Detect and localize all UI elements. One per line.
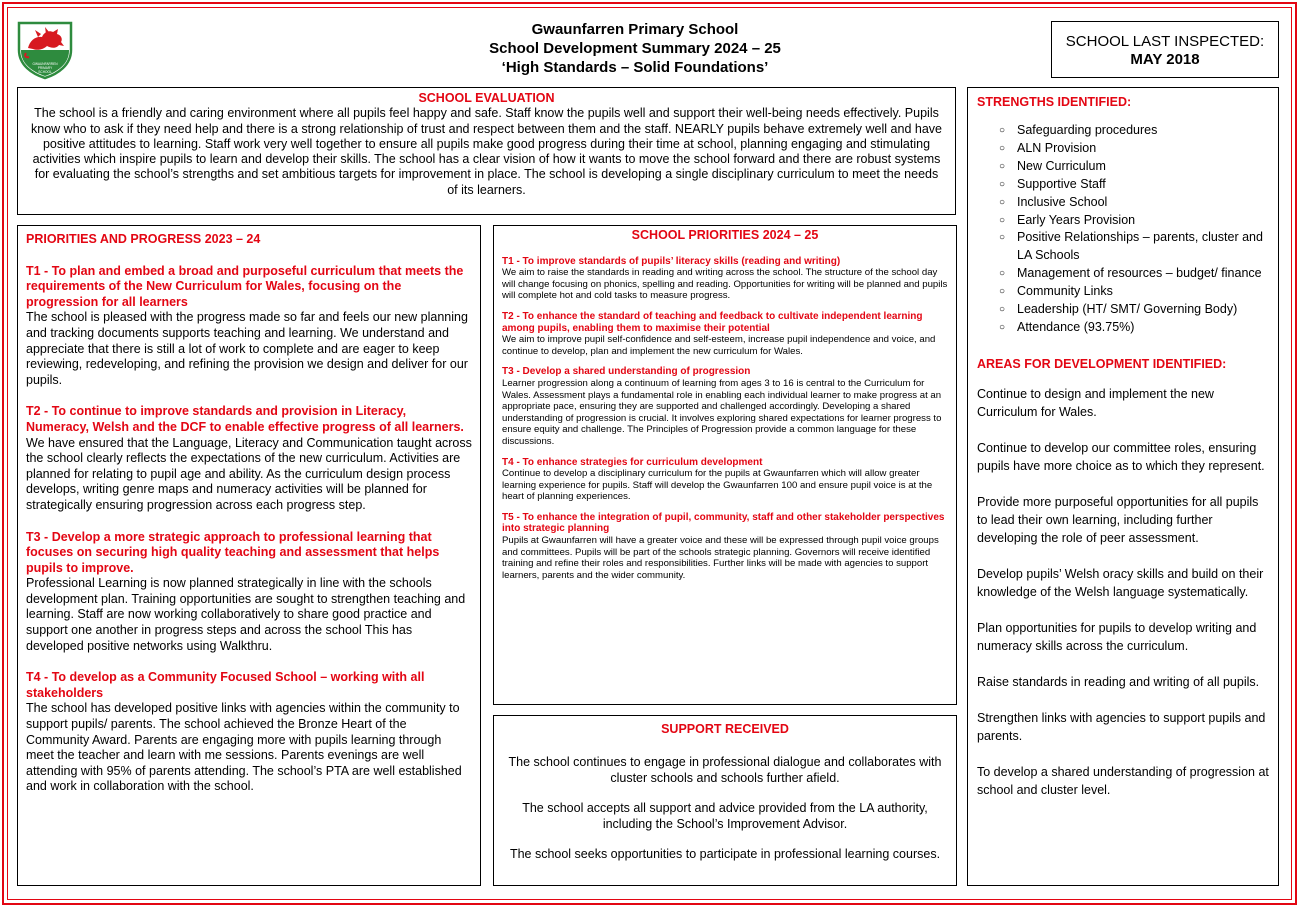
strength-item — [999, 140, 1269, 158]
strength-label: Safeguarding procedures — [1017, 123, 1158, 137]
welsh-dragon-shield-icon — [16, 20, 74, 80]
development-item: Continue to design and implement the new Curriculum for Wales. — [977, 386, 1214, 419]
progress-heading-t4: T4 - To develop as a Community Focused School – working with all stakeholders — [26, 670, 425, 700]
priority-heading-t5: T5 - To enhance the integration of pupil, community, staff and other stakeholder perspectives into strategic planning — [502, 511, 945, 535]
development-item: Provide more purposeful opportunities for all pupils to lead their own learning, including further developing the role of peer assessment. — [977, 494, 1259, 545]
strength-label: New Curriculum — [1017, 158, 1106, 173]
summary-title: School Development Summary 2024 – 25 — [489, 40, 781, 57]
bullet-circle-icon: ○ — [999, 232, 1006, 244]
bullet-circle-icon: ○ — [999, 321, 1006, 333]
support-title: SUPPORT RECEIVED — [661, 722, 789, 736]
development-item: Continue to develop our committee roles, ensuring pupils have more choice as to which they represent. — [977, 440, 1265, 473]
bullet-circle-icon: ○ — [999, 160, 1006, 172]
title-block — [400, 20, 870, 77]
strength-label: Positive Relationships – parents, cluster and LA Schools — [1017, 230, 1263, 263]
inspected-date: MAY 2018 — [1130, 51, 1200, 68]
progress-text-t2: We have ensured that the Language, Literacy and Communication taught across the school clearly reflects the expectations of the new curriculum. Activities are planned for relating to pupil age and ability. As the curriculum design process develops, writing genre maps and numeracy activities will be planned for strategically ensuring progression across each progress step. — [26, 435, 472, 512]
progress-text-t3: Professional Learning is now planned strategically in line with the schools development plan. Training opportunities are sought to strengthen teaching and learning. Staff are now working collaboratively to share good practice and support one another in progress steps and across the school This has developed positive networks using Walkthru. — [26, 576, 466, 653]
strength-item — [999, 194, 1269, 212]
bullet-circle-icon: ○ — [999, 286, 1006, 298]
evaluation-title: SCHOOL EVALUATION — [418, 91, 555, 105]
bullet-circle-icon: ○ — [999, 304, 1006, 316]
school-motto: ‘High Standards – Solid Foundations’ — [501, 59, 769, 76]
strength-item — [999, 212, 1269, 230]
priority-text-t3: Learner progression along a continuum of learning from ages 3 to 16 is central to the Curriculum for Wales. Assessment plays a fundamental role in enabling each individual learner to make progress at an appropriate pace, ensuring they are supported and challenged accordingly. Developing a shared understanding of progression is crucial. It involves exploring shared expectations for learner progress to ensure equity and challenge. The Principles of Progression provide a common language for these discussions. — [502, 377, 942, 447]
svg-text:GWAUNFARREN: GWAUNFARREN — [32, 62, 58, 66]
bullet-circle-icon: ○ — [999, 142, 1006, 154]
strength-item — [999, 283, 1269, 301]
progress-heading-t2: T2 - To continue to improve standards and provision in Literacy, Numeracy, Welsh and the DCF to enable effective progress of all learners. — [26, 404, 464, 434]
progress-heading-t3: T3 - Develop a more strategic approach to professional learning that focuses on securing high quality teaching and assessment that helps pupils to improve. — [26, 529, 440, 575]
support-paragraph: The school seeks opportunities to participate in professional learning courses. — [509, 847, 941, 862]
priority-text-t2: We aim to improve pupil self-confidence and self-esteem, increase pupil independence and voice, and continue to develop, plan and implement the new curriculum for Wales. — [502, 334, 936, 357]
strengths-list — [977, 122, 1269, 337]
support-paragraph: The school accepts all support and advice provided from the LA authority, including the School’s Improvement Advisor. — [522, 801, 928, 831]
priority-text-t5: Pupils at Gwaunfarren will have a greater voice and these will be expressed through pupil voice groups and committees. Pupils will be part of the schools strategic planning. Governors will receive identified training and refine their roles and responsibilities. Further links will be made with agencies to support learners, parents and the wider community. — [502, 535, 939, 581]
strength-label: Management of resources – budget/ finance — [1017, 266, 1262, 281]
priority-heading-t1: T1 - To improve standards of pupils’ literacy skills (reading and writing) — [502, 255, 841, 267]
strength-label: Attendance (93.75%) — [1017, 319, 1135, 334]
priority-heading-t3: T3 - Develop a shared understanding of progression — [502, 366, 751, 378]
priorities-progress-panel — [17, 225, 481, 886]
strength-label: Supportive Staff — [1017, 176, 1106, 191]
development-item: Develop pupils’ Welsh oracy skills and build on their knowledge of the Welsh language systematically. — [977, 566, 1264, 599]
strength-label: Early Years Provision — [1017, 212, 1136, 227]
development-item: To develop a shared understanding of progression at school and cluster level. — [977, 764, 1269, 797]
last-inspected-box — [1051, 21, 1279, 78]
evaluation-text: The school is a friendly and caring environment where all pupils feel happy and safe. Staff know the pupils well and support their well-being needs effectively. Pupils know who to ask if they need help and there is a strong relationship of trust and respect between them and the staff. NEARLY pupils behave extremely well and have positive attitudes to learning. Staff work very well together to ensure all pupils make good progress during their time at school, planning engaging and stimulating activities which inspire pupils to learn and develop their skills. The school has a clear vision of how it wants to move the school forward and there are robust systems for evaluating the school’s strengths and set ambitious targets for improvement in place. The school is developing a single disciplinary curriculum to meet the needs of its learners. — [31, 106, 942, 197]
development-list — [977, 385, 1269, 799]
strength-item — [999, 265, 1269, 283]
school-priorities-title: SCHOOL PRIORITIES 2024 – 25 — [631, 228, 819, 242]
progress-text-t4: The school has developed positive links with agencies within the community to support pupils/ parents. The school achieved the Bronze Heart of the Community Award. Parents are engaging more with pupils learning through meet the teacher and learn with me sessions. Parents evenings are well attending with 95% of parents attending. The school’s PTA are well established and work in collaboration with the school. — [26, 701, 462, 794]
strength-label: Inclusive School — [1017, 194, 1108, 209]
svg-text:PRIMARY: PRIMARY — [37, 66, 53, 70]
strength-label: ALN Provision — [1017, 140, 1097, 155]
strength-item — [999, 301, 1269, 319]
support-received-panel — [493, 715, 957, 886]
strength-item — [999, 176, 1269, 194]
priority-heading-t4: T4 - To enhance strategies for curriculum development — [502, 456, 763, 468]
strength-item — [999, 158, 1269, 176]
support-paragraph: The school continues to engage in professional dialogue and collaborates with cluster schools and schools further afield. — [508, 755, 942, 785]
strength-item — [999, 319, 1269, 337]
development-item: Plan opportunities for pupils to develop writing and numeracy skills across the curriculum. — [977, 620, 1257, 653]
strengths-title: STRENGTHS IDENTIFIED: — [977, 95, 1132, 109]
bullet-circle-icon: ○ — [999, 214, 1006, 226]
development-title: AREAS FOR DEVELOPMENT IDENTIFIED: — [977, 356, 1227, 371]
strength-label: Leadership (HT/ SMT/ Governing Body) — [1017, 302, 1238, 317]
priority-text-t4: Continue to develop a disciplinary curriculum for the pupils at Gwaunfarren which will allow greater learning experience for pupils. Staff will develop the Gwaunfarren 100 and ensure pupil voice is at the heart of planning experiences. — [502, 468, 933, 503]
priority-heading-t2: T2 - To enhance the standard of teaching and feedback to cultivate independent learning among pupils, enabling them to maximise their potential — [502, 310, 923, 334]
inspected-label: SCHOOL LAST INSPECTED: — [1065, 33, 1265, 50]
school-evaluation-panel — [17, 87, 956, 215]
bullet-circle-icon: ○ — [999, 178, 1006, 190]
development-item: Raise standards in reading and writing of all pupils. — [977, 674, 1260, 689]
school-logo — [16, 20, 74, 80]
progress-heading-t1: T1 - To plan and embed a broad and purposeful curriculum that meets the requirements of the New Curriculum for Wales, focusing on the progression for all learners — [26, 263, 464, 309]
school-name: Gwaunfarren Primary School — [531, 21, 739, 38]
strength-item — [999, 229, 1269, 265]
priority-text-t1: We aim to raise the standards in reading and writing across the school. The structure of the school day will change focusing on phonics, spelling and reading. Opportunities for writing will be planned and pupils will complete hot and cold tasks to measure progress. — [502, 267, 948, 302]
strength-label: Community Links — [1017, 284, 1113, 299]
svg-text:SCHOOL: SCHOOL — [38, 70, 52, 74]
strength-item — [999, 122, 1269, 140]
strengths-development-panel — [967, 87, 1279, 886]
bullet-circle-icon: ○ — [999, 125, 1006, 136]
priorities-progress-title: PRIORITIES AND PROGRESS 2023 – 24 — [26, 232, 261, 246]
bullet-circle-icon: ○ — [999, 196, 1006, 208]
development-item: Strengthen links with agencies to support pupils and parents. — [977, 710, 1266, 743]
school-priorities-panel — [493, 225, 957, 705]
progress-text-t1: The school is pleased with the progress made so far and feels our new planning and tracking documents supports teaching and learning. We understand and appreciate that there is still a lot of work to complete and are eager to keep reviewing, redeveloping, and refining the provision we design and deliver for our pupils. — [26, 310, 468, 387]
bullet-circle-icon: ○ — [999, 268, 1006, 280]
